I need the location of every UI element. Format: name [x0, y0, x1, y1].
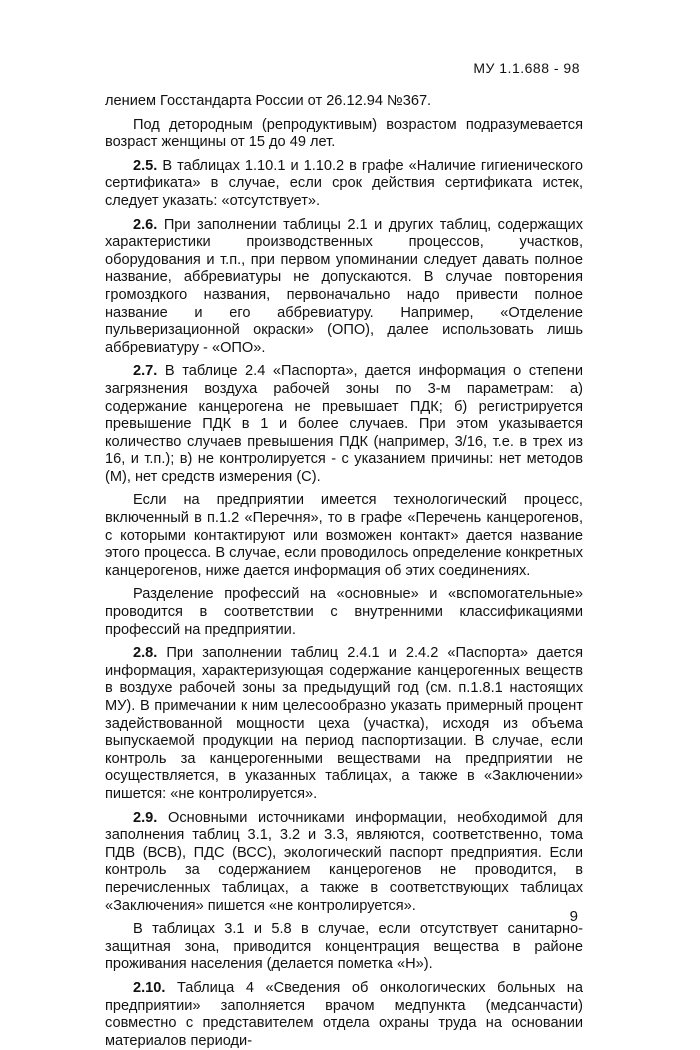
- paragraph-number: 2.10.: [133, 979, 166, 996]
- paragraph-2-7: [105, 363, 583, 486]
- paragraph: [105, 586, 583, 639]
- paragraph-text: В таблицах 1.10.1 и 1.10.2 в графе «Наличие гигиенического сертификата» в случае, если срок действия сертификата истек, следует указать: «отсутствует».: [105, 157, 583, 209]
- paragraph-number: 2.5.: [133, 157, 158, 174]
- paragraph: [105, 492, 583, 580]
- body-text: [105, 93, 583, 1050]
- document-code: МУ 1.1.688 - 98: [473, 60, 580, 76]
- paragraph-2-5: [105, 158, 583, 211]
- paragraph: [105, 93, 583, 111]
- paragraph-text: Таблица 4 «Сведения об онкологических больных на предприятии» заполняется врачом медпункта (медсанчасти) совместно с представителем отдела охраны труда на основании материалов периоди-: [105, 979, 583, 1049]
- paragraph-text: Разделение профессий на «основные» и «вспомогательные» проводится в соответствии с внутренними классификациями профессий на предприятии.: [105, 586, 583, 638]
- paragraph: [105, 921, 583, 974]
- page-number: 9: [569, 908, 578, 925]
- paragraph: [105, 117, 583, 152]
- paragraph-number: 2.8.: [133, 645, 158, 662]
- paragraph-text: лением Госстандарта России от 26.12.94 №367.: [105, 93, 432, 109]
- paragraph-2-9: [105, 810, 583, 916]
- paragraph-number: 2.6.: [133, 216, 158, 233]
- paragraph-text: Если на предприятии имеется технологический процесс, включенный в п.1.2 «Перечня», то в графе «Перечень канцерогенов, с которыми контактируют или возможен контакт» дается название этого процесса. В случае, если проводилось определение конкретных канцерогенов, ниже дается информация об этих соединениях.: [105, 492, 583, 579]
- paragraph-number: 2.9.: [133, 809, 158, 826]
- paragraph-2-6: [105, 217, 583, 358]
- paragraph-text: В таблицах 3.1 и 5.8 в случае, если отсутствует санитарно-защитная зона, приводится концентрация вещества в районе проживания населения (делается пометка «Н»).: [105, 921, 583, 973]
- paragraph-number: 2.7.: [133, 363, 158, 380]
- paragraph-2-8: [105, 645, 583, 803]
- paragraph-text: Под детородным (репродуктивым) возрастом подразумевается возраст женщины от 15 до 49 лет.: [105, 116, 583, 151]
- paragraph-text: Основными источниками информации, необходимой для заполнения таблиц 3.1, 3.2 и 3.3, являются, соответственно, тома ПДВ (ВСВ), ПДС (ВСС), экологический паспорт предприятия. Если контроль за содержанием канцерогенов не проводится, в перечисленных таблицах, а также в соответствующих таблицах «Заключения» пишется «не контролируется».: [105, 809, 583, 914]
- paragraph-text: В таблице 2.4 «Паспорта», дается информация о степени загрязнения воздуха рабочей зоны по 3-м параметрам: а) содержание канцерогена не превышает ПДК; б) регистрируется превышение ПДК в 1 и более случаев. При этом указывается количество случаев превышения ПДК (например, 3/16, т.е. в трех из 16, и т.п.); в) не контролируется - с указанием причины: нет методов (М), нет средств измерения (С).: [105, 363, 584, 485]
- paragraph-text: При заполнении таблиц 2.4.1 и 2.4.2 «Паспорта» дается информация, характеризующая содержание канцерогенных веществ в воздухе рабочей зоны за предыдущий год (см. п.1.8.1 настоящих МУ). В примечании к ним целесообразно указать примерный процент задействованной мощности цеха (участка), исходя из объема выпускаемой продукции на период паспортизации. В случае, если контроль за канцерогенными веществами на предприятии не осуществляется, в указанных таблицах, а также в «Заключении» пишется: «не контролируется».: [105, 645, 583, 802]
- paragraph-text: При заполнении таблицы 2.1 и других таблиц, содержащих характеристики производственных процессов, участков, оборудования и т.п., при первом упоминании следует давать полное название, аббревиатуры не допускаются. В случае повторения громоздкого названия, первоначально надо привести полное название и его аббревиатуру. Например, «Отделение пульверизационной окраски» (ОПО), далее использовать лишь аббревиатуру - «ОПО».: [105, 216, 583, 356]
- paragraph-2-10: [105, 980, 583, 1050]
